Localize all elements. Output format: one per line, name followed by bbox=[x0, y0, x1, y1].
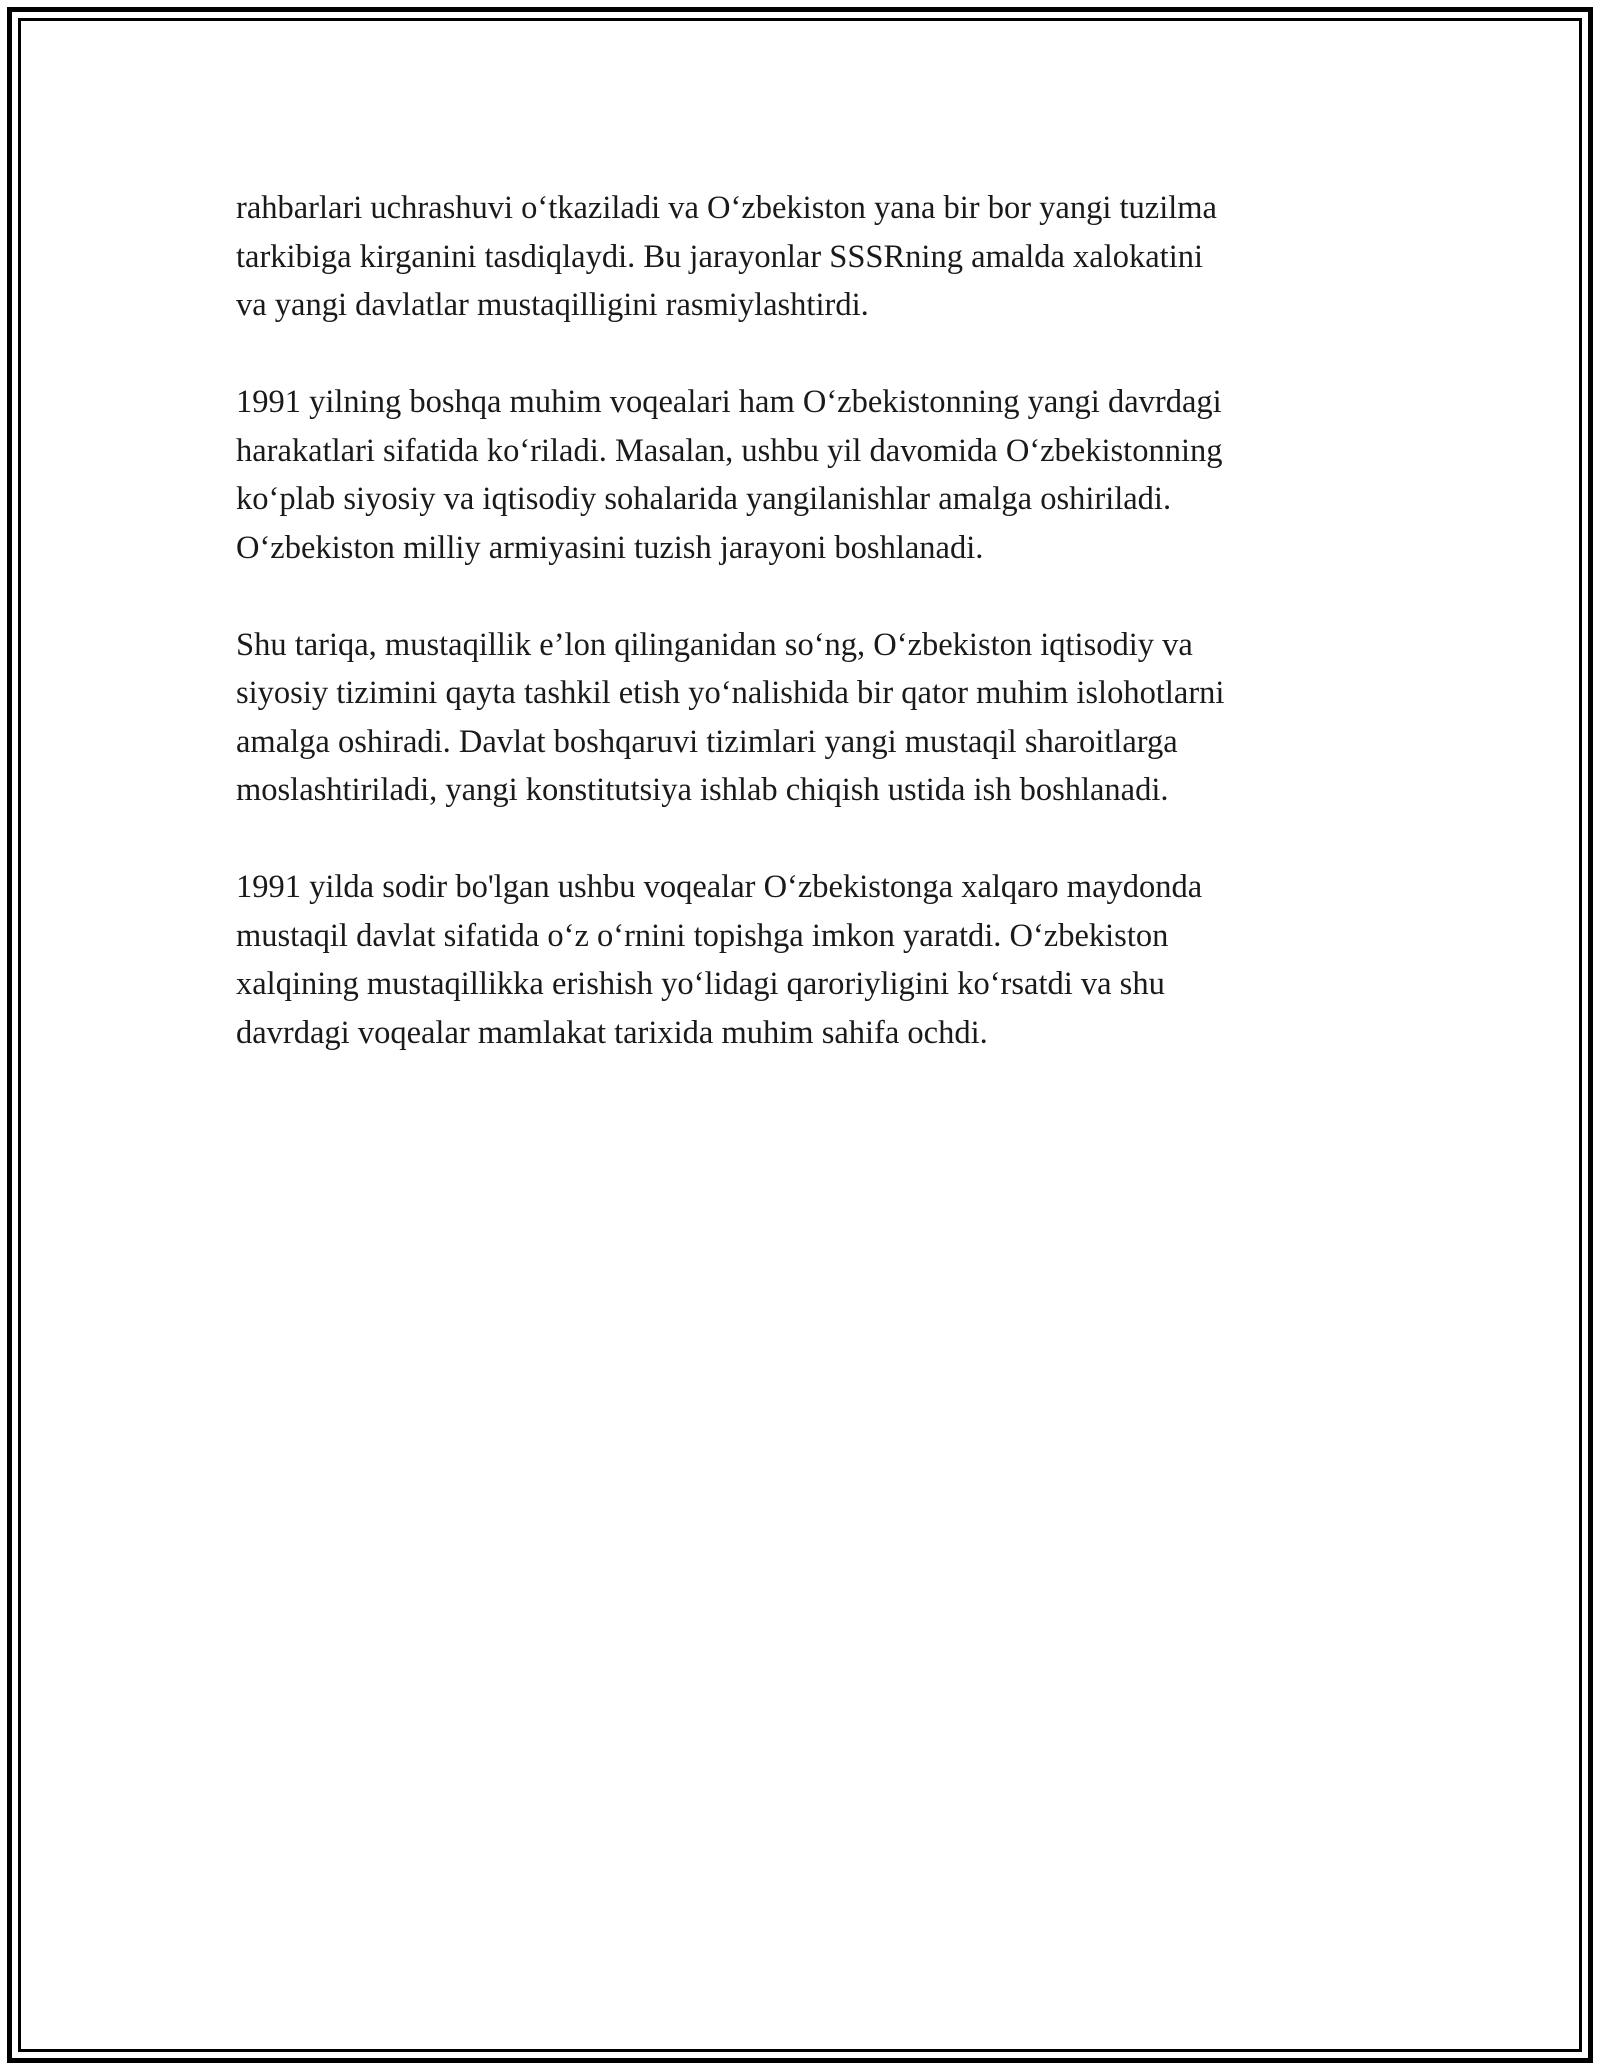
paragraph-3 bbox=[236, 621, 1376, 815]
text-line: harakatlari sifatida ko‘riladi. Masalan, ushbu yil davomida O‘zbekistonning bbox=[236, 432, 1223, 469]
paragraph-1 bbox=[236, 184, 1376, 330]
document-body bbox=[236, 184, 1376, 1106]
text-line: xalqining mustaqillikka erishish yo‘lidagi qaroriyligini ko‘rsatdi va shu bbox=[236, 966, 1165, 1002]
text-line: 1991 yilning boshqa muhim voqealari ham O‘zbekistonning yangi davrdagi bbox=[236, 384, 1222, 420]
text-line: siyosiy tizimini qayta tashkil etish yo‘nalishida bir qator muhim islohotlarni bbox=[236, 675, 1225, 711]
text-line: rahbarlari uchrashuvi o‘tkaziladi va O‘zbekiston yana bir bor yangi tuzilma bbox=[236, 190, 1217, 226]
text-line: Shu tariqa, mustaqillik e’lon qilinganidan so‘ng, O‘zbekiston iqtisodiy va bbox=[236, 626, 1193, 663]
text-line: ko‘plab siyosiy va iqtisodiy sohalarida yangilanishlar amalga oshiriladi. bbox=[236, 481, 1172, 517]
text-line: mustaqil davlat sifatida o‘z o‘rnini topishga imkon yaratdi. O‘zbekiston bbox=[236, 917, 1169, 954]
text-line: tarkibiga kirganini tasdiqlaydi. Bu jarayonlar SSSRning amalda xalokatini bbox=[236, 238, 1204, 275]
paragraph-4 bbox=[236, 863, 1376, 1057]
text-line: amalga oshiradi. Davlat boshqaruvi tizimlari yangi mustaqil sharoitlarga bbox=[236, 723, 1178, 760]
text-line: 1991 yilda sodir bo'lgan ushbu voqealar O‘zbekistonga xalqaro maydonda bbox=[236, 869, 1203, 905]
paragraph-2 bbox=[236, 378, 1376, 572]
text-line: moslashtiriladi, yangi konstitutsiya ishlab chiqish ustida ish boshlanadi. bbox=[236, 772, 1169, 808]
text-line: va yangi davlatlar mustaqilligini rasmiylashtirdi. bbox=[236, 287, 869, 323]
text-line: davrdagi voqealar mamlakat tarixida muhim sahifa ochdi. bbox=[236, 1014, 988, 1051]
text-line: O‘zbekiston milliy armiyasini tuzish jarayoni boshlanadi. bbox=[236, 529, 984, 566]
